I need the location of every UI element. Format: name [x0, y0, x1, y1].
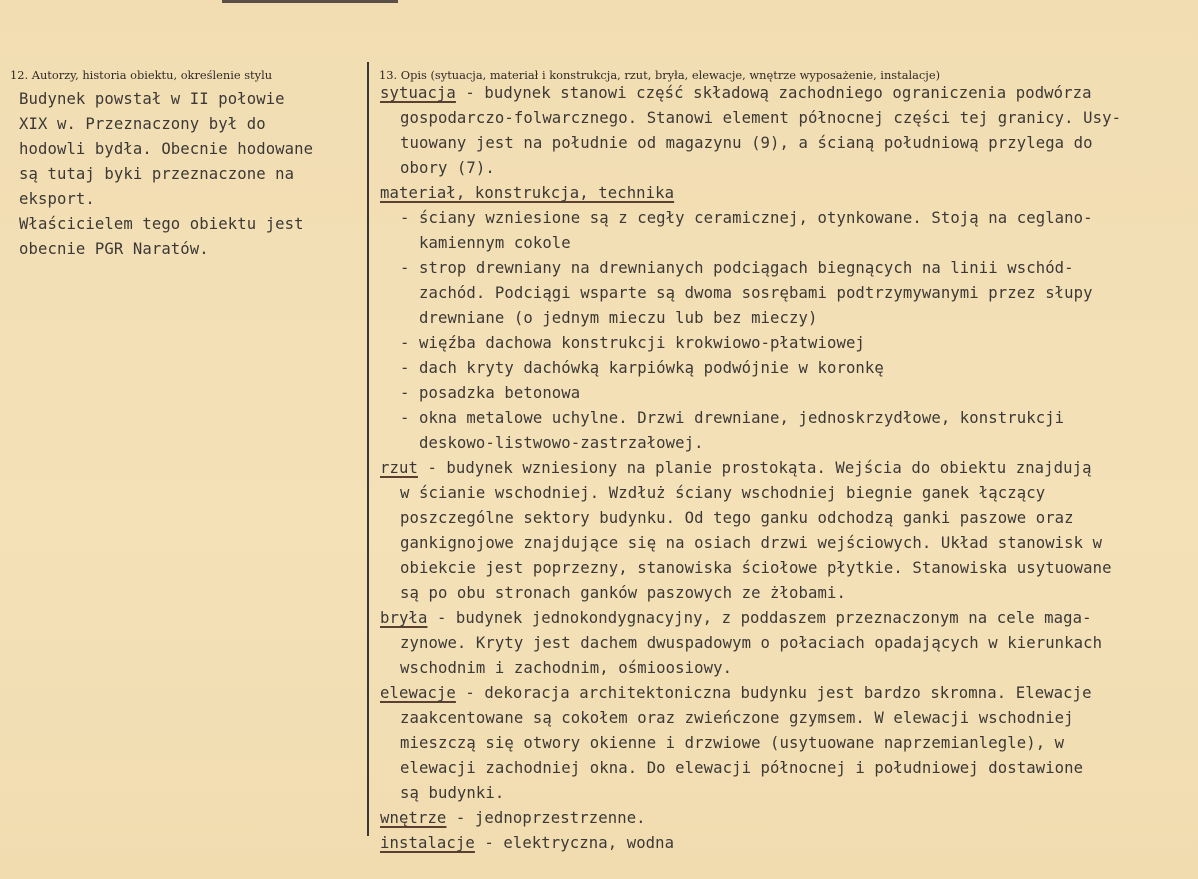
bryla-line: wschodnim i zachodnim, ośmioosiowy. [400, 659, 733, 677]
material-line: - strop drewniany na drewnianych podciągach biegnących na linii wschód- [400, 259, 1074, 277]
rzut-line: są po obu stronach ganków paszowych ze żłobami. [400, 584, 846, 602]
material-term: materiał, konstrukcja, technika [380, 184, 675, 202]
material-line: deskowo-listwowo-zastrzałowej. [400, 434, 704, 452]
sytuacja-line: sytuacja - budynek stanowi część składową zachodniego ograniczenia podwórza [380, 84, 1092, 102]
sytuacja-line: gospodarczo-folwarcznego. Stanowi element północnej części tej granicy. Usy- [400, 109, 1122, 127]
material-line: - ściany wzniesione są z cegły ceramicznej, otynkowane. Stoją na ceglano- [400, 209, 1093, 227]
rzut-term: rzut [380, 459, 418, 477]
wnetrze-term: wnętrze [380, 809, 447, 827]
elewacje-term: elewacje [380, 684, 456, 702]
history-line: obecnie PGR Naratów. [19, 240, 209, 258]
material-line: - okna metalowe uchylne. Drzwi drewniane, jednoskrzydłowe, konstrukcji [400, 409, 1065, 427]
rzut-line: obiekcie jest poprzezny, stanowiska ściołowe płytkie. Stanowiska usytuowane [400, 559, 1112, 577]
history-line: Właścicielem tego obiektu jest [19, 215, 304, 233]
sytuacja-line: tuowany jest na południe od magazynu (9), a ścianą południową przylega do [400, 134, 1093, 152]
material-line: - posadzka betonowa [400, 384, 581, 402]
bryla-line: zynowe. Kryty jest dachem dwuspadowym o połaciach opadających w kierunkach [400, 634, 1103, 652]
rzut-line: w ścianie wschodniej. Wzdłuż ściany wschodniej biegnie ganek łączący [400, 484, 1046, 502]
rzut-line: rzut - budynek wzniesiony na planie prostokąta. Wejścia do obiektu znajdują [380, 459, 1092, 477]
material-line: - dach kryty dachówką karpiówką podwójnie w koronkę [400, 359, 884, 377]
header-description: 13. Opis (sytuacja, materiał i konstrukcja, rzut, bryła, elewacje, wnętrze wyposażenie, instalacje) [379, 68, 941, 82]
elewacje-line: zaakcentowane są cokołem oraz zwieńczone gzymsem. W elewacji wschodniej [400, 709, 1074, 727]
elewacje-line: elewacje - dekoracja architektoniczna budynku jest bardzo skromna. Elewacje [380, 684, 1092, 702]
history-line: hodowli bydła. Obecnie hodowane [19, 140, 314, 158]
material-line: - więźba dachowa konstrukcji krokwiowo-płatwiowej [400, 334, 865, 352]
sytuacja-term: sytuacja [380, 84, 456, 102]
description-text [380, 81, 1121, 856]
history-line: XIX w. Przeznaczony był do [19, 115, 266, 133]
history-line: są tutaj byki przeznaczone na [19, 165, 295, 183]
instalacje-line: instalacje - elektryczna, wodna [380, 834, 675, 852]
rzut-line: poszczególne sektory budynku. Od tego ganku odchodzą ganki paszowe oraz [400, 509, 1074, 527]
elewacje-line: mieszczą się otwory okienne i drzwiowe (usytuowane naprzemianlegle), w [400, 734, 1065, 752]
bryla-term: bryła [380, 609, 428, 627]
material-line: zachód. Podciągi wsparte są dwoma sosrębami podtrzymywanymi przez słupy [400, 284, 1093, 302]
column-divider [367, 62, 369, 836]
instalacje-term: instalacje [380, 834, 475, 852]
material-line: drewniane (o jednym mieczu lub bez mieczy) [400, 309, 818, 327]
material-heading [380, 181, 1121, 206]
header-authors-history: 12. Autorzy, historia obiektu, określenie stylu [10, 68, 273, 82]
rzut-line: gankignojowe znajdujące się na osiach drzwi wejściowych. Układ stanowisk w [400, 534, 1103, 552]
history-line: Budynek powstał w II połowie [19, 90, 285, 108]
wnetrze-line: wnętrze - jednoprzestrzenne. [380, 809, 646, 827]
history-text [19, 87, 313, 262]
elewacje-line: elewacji zachodniej okna. Do elewacji północnej i południowej dostawione [400, 759, 1084, 777]
sytuacja-line: obory (7). [400, 159, 495, 177]
history-line: eksport. [19, 190, 95, 208]
material-line: kamiennym cokole [400, 234, 571, 252]
elewacje-line: są budynki. [400, 784, 505, 802]
bryla-line: bryła - budynek jednokondygnacyjny, z poddaszem przeznaczonym na cele maga- [380, 609, 1092, 627]
top-rule [222, 0, 398, 3]
